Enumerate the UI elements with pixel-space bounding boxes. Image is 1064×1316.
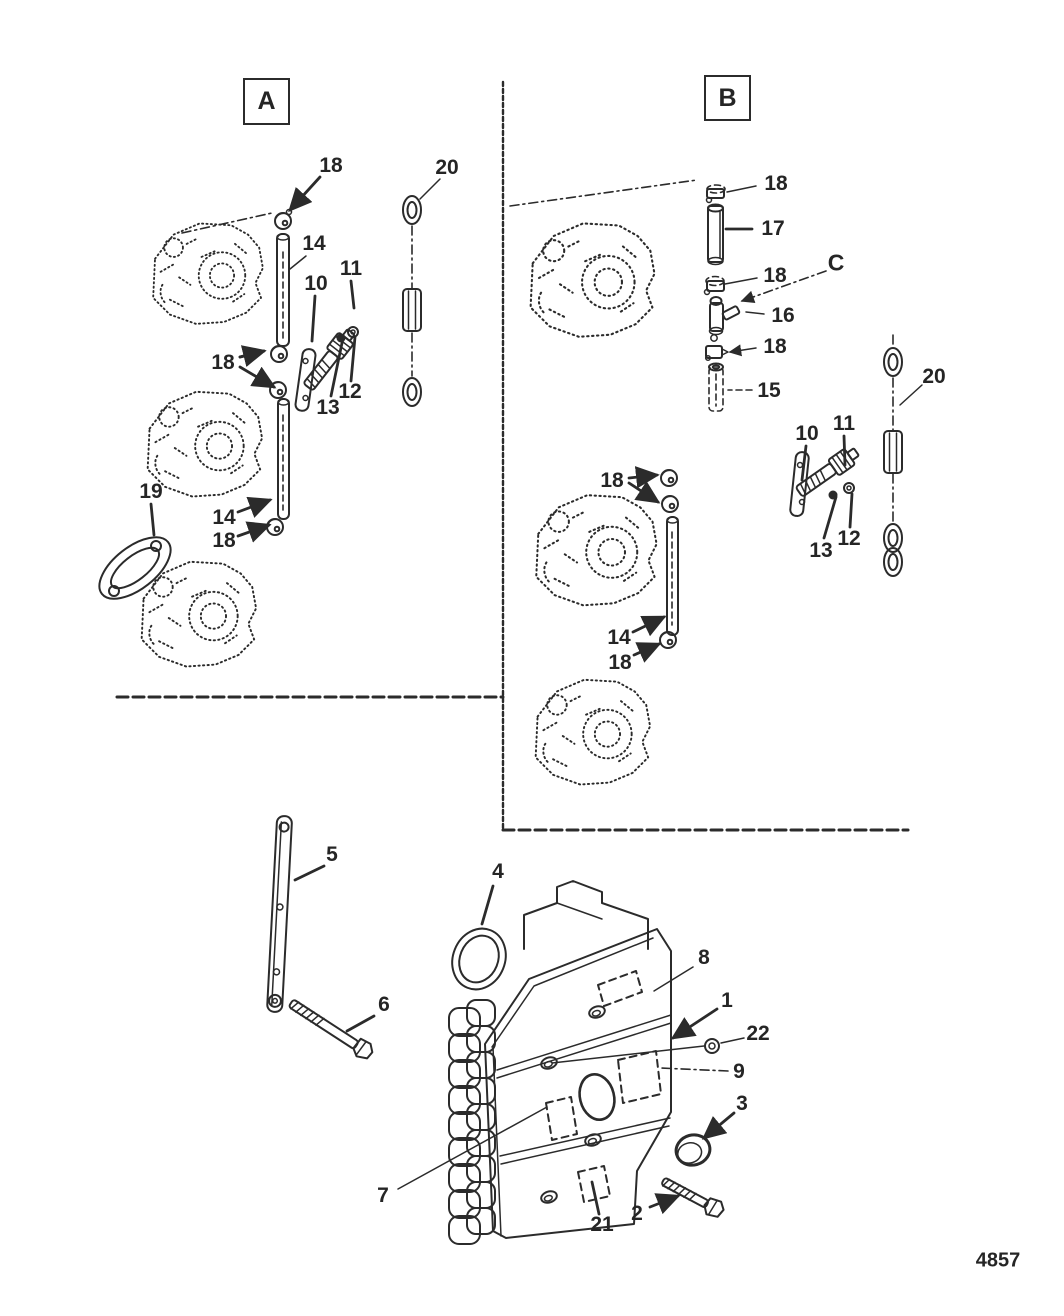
callout-b-20: 20 [922, 365, 946, 388]
callout-a-10: 10 [304, 272, 328, 295]
callout-a-11: 11 [339, 257, 363, 280]
callout-b-18: 18 [764, 172, 788, 195]
callout-b-18d: 18 [600, 469, 624, 492]
bolt-6 [286, 995, 375, 1062]
callout-b-16: 16 [771, 304, 795, 327]
section-a-link-rods [267, 210, 292, 536]
callout-a-14b: 14 [212, 506, 236, 529]
callout-main-9: 9 [733, 1060, 745, 1083]
section-b-link-rod [660, 470, 678, 648]
section-divider-lines [117, 82, 908, 830]
callout-a-14: 14 [302, 232, 326, 255]
callout-main-2: 2 [631, 1202, 643, 1225]
figure-number: 4857 [975, 1249, 1021, 1272]
callout-a-18c: 18 [212, 529, 236, 552]
bolt-2 [659, 1173, 727, 1220]
section-b-tag: B [718, 83, 737, 112]
section-a-carburetor-sketches [142, 223, 263, 666]
callout-a-18b: 18 [211, 351, 235, 374]
callout-b-18c: 18 [763, 335, 787, 358]
section-b-fuel-line-stack [705, 185, 740, 411]
callout-b-13: 13 [809, 539, 833, 562]
callout-a-19: 19 [139, 480, 163, 503]
callout-b-15: 15 [757, 379, 781, 402]
callout-main-1: 1 [721, 989, 733, 1012]
section-b-throttle-linkage-20 [884, 335, 902, 576]
callout-main-21: 21 [590, 1213, 614, 1236]
callout-b-17: 17 [761, 217, 785, 240]
callout-a-12: 12 [338, 380, 362, 403]
section-a-label-box [243, 78, 290, 125]
section-b-carburetor-sketches [531, 223, 657, 784]
washer-22 [705, 1039, 719, 1053]
callout-main-4: 4 [492, 860, 504, 883]
callout-b-12: 12 [837, 527, 861, 550]
section-a-tag: A [257, 87, 276, 115]
callout-b-18e: 18 [608, 651, 632, 674]
seal-ring-4 [443, 921, 514, 998]
callout-a-13: 13 [316, 396, 340, 419]
callout-b-18b: 18 [763, 264, 787, 287]
link-rod-5 [267, 816, 292, 1013]
callout-main-7: 7 [377, 1184, 389, 1207]
callout-main-22: 22 [746, 1022, 770, 1045]
callout-a-20: 20 [435, 156, 459, 179]
callout-b-14: 14 [607, 626, 631, 649]
callout-main-6: 6 [378, 993, 390, 1016]
callout-main-3: 3 [736, 1092, 748, 1115]
callout-main-8: 8 [698, 946, 710, 969]
section-b-label-box [704, 75, 751, 121]
callout-b-10: 10 [795, 422, 819, 445]
gasket-19 [89, 526, 181, 611]
callout-main-5: 5 [326, 843, 338, 866]
section-c-tag: C [827, 249, 845, 276]
callout-a-18: 18 [319, 154, 343, 177]
callout-b-11: 11 [832, 412, 856, 435]
section-a-throttle-linkage-20 [403, 196, 421, 406]
